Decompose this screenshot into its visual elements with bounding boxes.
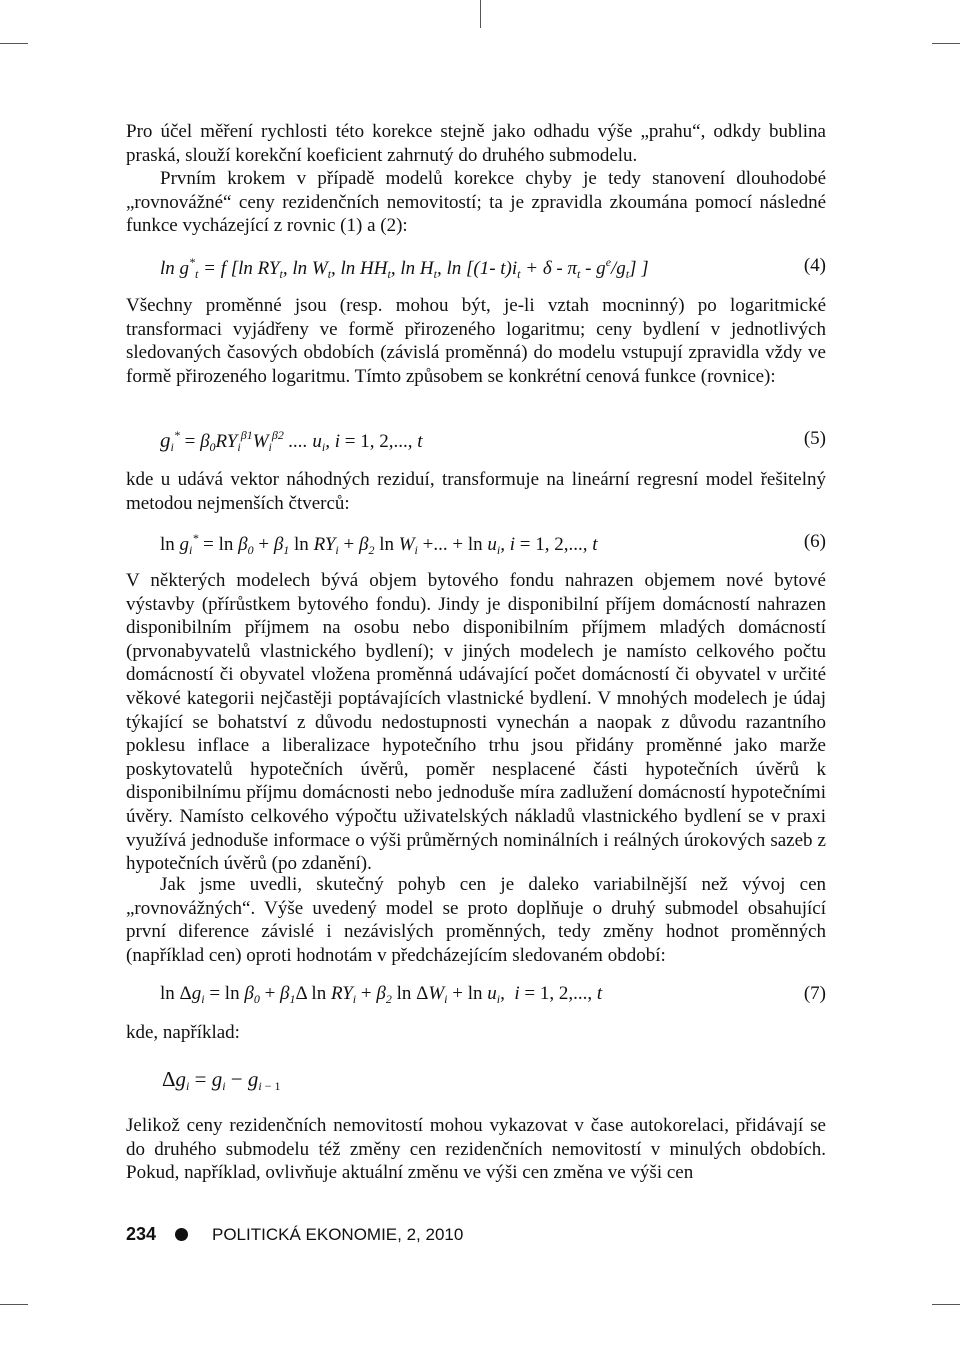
equation-4-formula: $\ln g^*_t = f$ [ln $RY_t$, $\ln W_t$, $\ln HH_t$, $\ln H_t$, ln [(1- $t)i_t + \delta - \pi_t - g^e/g_t$] ] — [160, 255, 649, 281]
equation-delta-formula: $\Delta g_i = g_i - g_{i - 1}$ — [162, 1067, 281, 1093]
crop-mark-bottom-right — [932, 1304, 960, 1305]
journal-name: POLITICKÁ EKONOMIE, 2, 2010 — [212, 1225, 464, 1244]
paragraph-1: Pro účel měření rychlosti této korekce stejně jako odhadu výše „prahu“, odkdy bublina praská, slouží korekční koeficient zahrnutý do druhého submodelu. — [126, 121, 826, 166]
equation-6-number: (6) — [803, 531, 826, 552]
equation-6 — [160, 531, 826, 561]
paragraph-7: kde, například: — [126, 1022, 240, 1043]
equation-4 — [160, 255, 826, 285]
equation-5-formula: $g_i^* = \beta_0RY_i^{\beta 1}W_i^{\beta 2}$ .... $u_i$, i = 1, 2,..., t — [160, 428, 423, 454]
page-number: 234 — [126, 1224, 157, 1244]
equation-delta — [162, 1067, 828, 1097]
crop-mark-top-right — [932, 43, 960, 44]
equation-7-formula: $\ln \Delta g_i = \ln \beta_0 + \beta_1\Delta$ $\ln RY_i + \beta_2$ $\ln \Delta W_i + \ln u_i$, i = 1, 2,..., t — [160, 983, 603, 1006]
bullet-icon — [175, 1228, 188, 1241]
paragraph-4: kde u udává vektor náhodných reziduí, transformuje na lineární regresní model řešitelný metodou nejmenších čtverců: — [126, 469, 826, 514]
equation-5 — [160, 428, 826, 458]
equation-5-number: (5) — [803, 428, 826, 449]
paragraph-3: Všechny proměnné jsou (resp. mohou být, je-li vztah mocninný) po logaritmické transformaci vyjádřeny ve formě přirozeného logaritmu; ceny bydlení v jednotlivých sledovaných časových obdobích (závislá proměnná) do modelu vstupují zpravidla vždy ve formě přirozeného logaritmu. Tímto způsobem se konkrétní cenová funkce (rovnice): — [126, 295, 826, 387]
equation-7 — [160, 983, 826, 1013]
paragraph-5: V některých modelech bývá objem bytového fondu nahrazen objemem nové bytové výstavby (přírůstkem bytového fondu). Jindy je disponibilní příjem domácností nahrazen disponibilním příjmem na osobu nebo disponibilním příjmem mladých domácností (prvonabyvatelů vlastnického bydlení); v jiných modelech je namísto celkového počtu domácností či obyvatel vložena proměnná udávající počet domácností či obyvatel v určité věkové kategorii nejčastěji poptávajících vlastnické bydlení. V mnohých modelech je údaj týkající se bohatství z důvodu nedostupnosti vynechán a naopak z důvodu razantního poklesu inflace a liberalizace hypotečního trhu jsou přidány proměnné jako marže poskytovatelů hypotečních úvěrů, poměr nesplacené části hypotečních úvěrů k disponibilnímu příjmu domácnosti nebo jednoduše míra zadlužení domácností hypotečními úvěry. Namísto celkového výpočtu uživatelských nákladů vlastnického bydlení se v praxi využívá jednoduše informace o výši průměrných nominálních i reálných úrokových sazeb z hypotečních úvěrů (po zdanění). — [126, 570, 826, 875]
paragraph-6: Jak jsme uvedli, skutečný pohyb cen je daleko variabilnější než vývoj cen „rovnovážných“. Výše uvedený model se proto doplňuje o druhý submodel obsahující první diference závislé i nezávislých proměnných, tedy změny hodnot proměnných (například cen) oproti hodnotám v předcházejícím sledovaném období: — [126, 874, 826, 966]
paragraph-8: Jelikož ceny rezidenčních nemovitostí mohou vykazovat v čase autokorelaci, přidávají se do druhého submodelu též změny cen rezidenčních nemovitostí v minulých obdobích. Pokud, například, ovlivňuje aktuální změnu ve výši cen změna ve výši cen — [126, 1115, 826, 1184]
equation-6-formula: $\ln g_i^* = \ln \beta_0 + \beta_1$ $\ln RY_i + \beta_2$ $\ln W_i$ +... + $\ln u_i$, i = 1, 2,..., t — [160, 531, 598, 557]
crop-mark-top-center — [480, 0, 481, 28]
equation-4-number: (4) — [803, 255, 826, 276]
equation-7-number: (7) — [803, 983, 826, 1004]
crop-mark-bottom-left — [0, 1304, 28, 1305]
crop-mark-top-left — [0, 43, 28, 44]
paragraph-2: Prvním krokem v případě modelů korekce chyby je tedy stanovení dlouhodobé „rovnovážné“ ceny rezidenčních nemovitostí; ta je zpravidla zkoumána pomocí následné funkce vycházející z rovnic (1) a (2): — [126, 168, 826, 237]
